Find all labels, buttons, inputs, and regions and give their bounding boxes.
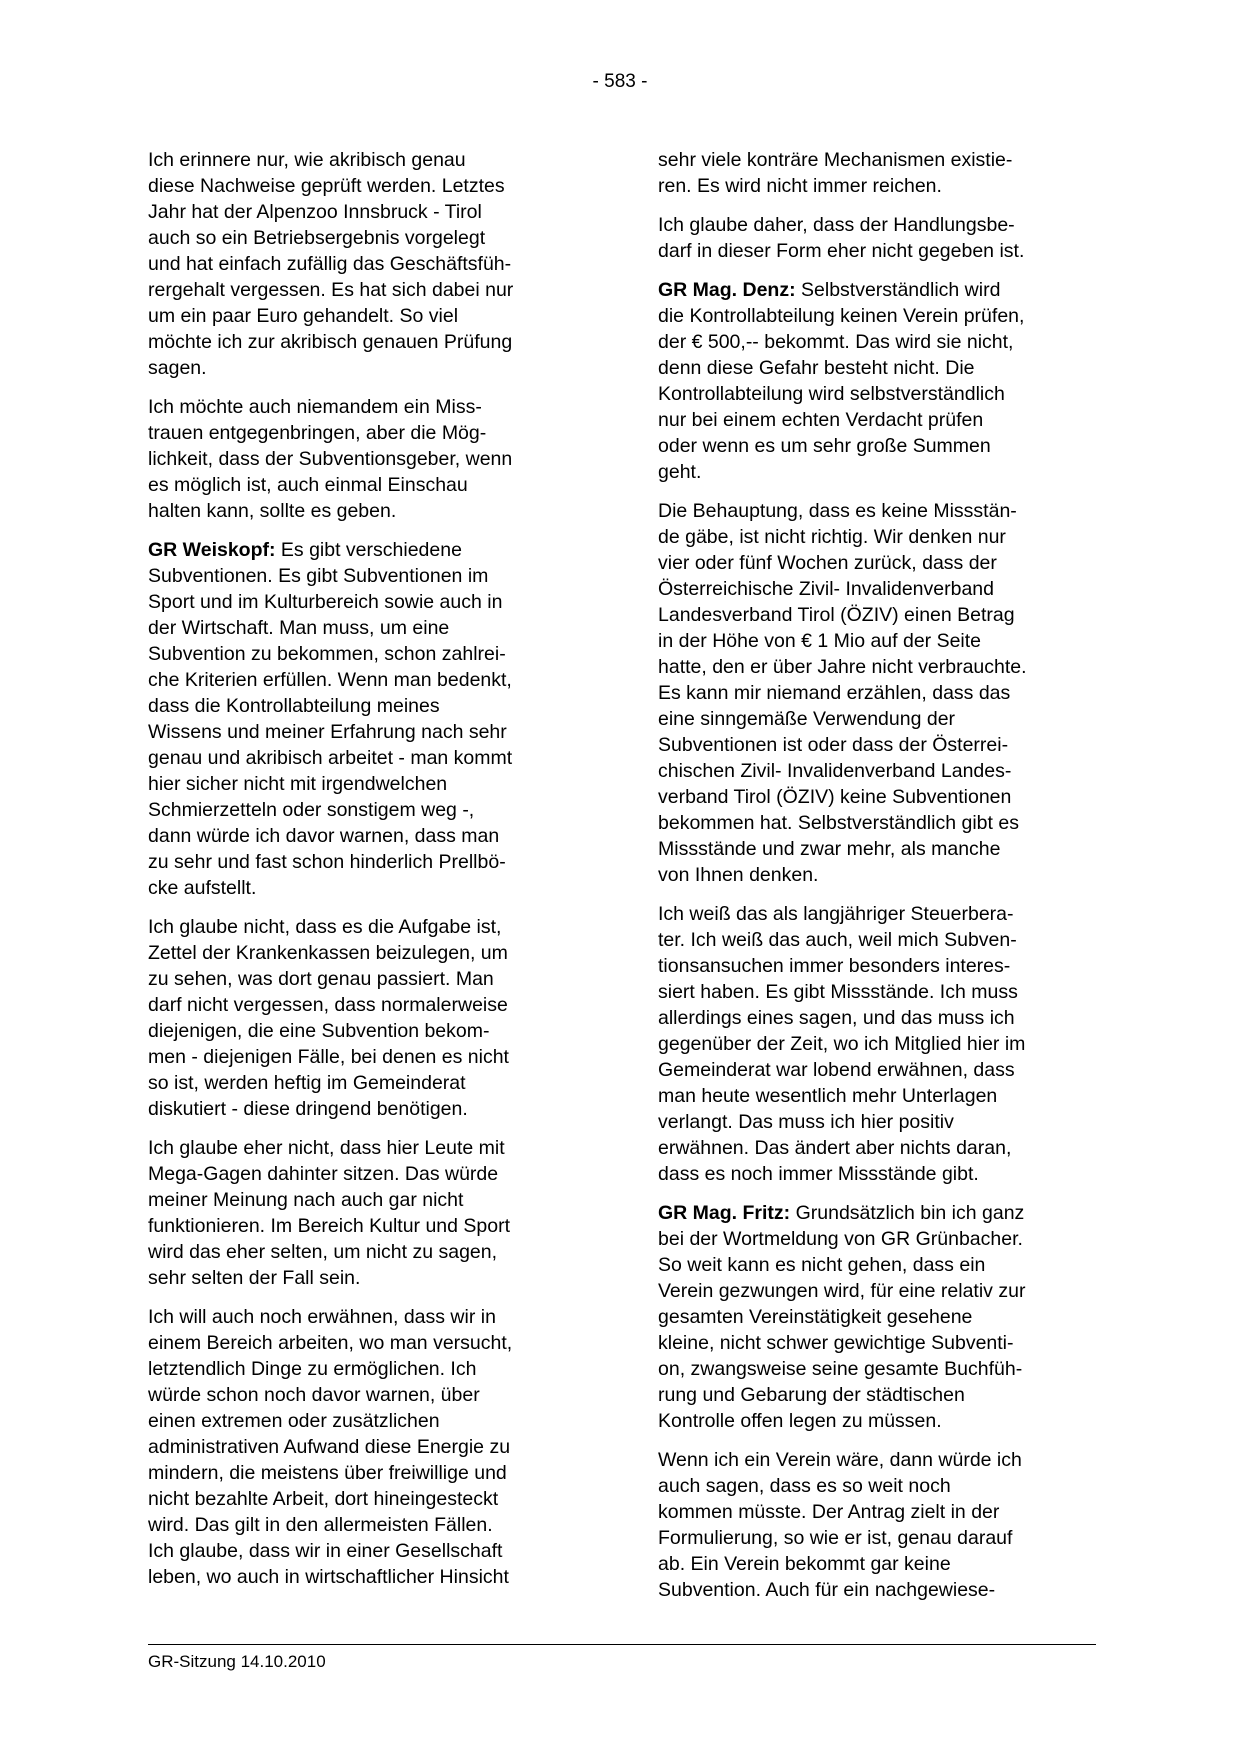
text-line: diejenigen, die eine Subvention bekom- [148,1020,490,1042]
paragraph [148,147,583,381]
paragraph [658,212,1093,264]
paragraph [658,1200,1093,1434]
text-line: dass es noch immer Missstände gibt. [658,1163,979,1185]
text-line: darf in dieser Form eher nicht gegeben ist. [658,240,1025,262]
text-line: trauen entgegenbringen, aber die Mög- [148,422,487,444]
text-line: So weit kann es nicht gehen, dass ein [658,1254,986,1276]
text-line: auch sagen, dass es so weit noch [658,1475,951,1497]
text-line: funktionieren. Im Bereich Kultur und Sport [148,1215,511,1237]
text-line: che Kriterien erfüllen. Wenn man bedenkt, [148,669,512,691]
text-line: on, zwangsweise seine gesamte Buchfüh- [658,1358,1023,1380]
text-line: wird das eher selten, um nicht zu sagen, [148,1241,498,1263]
text-line: lichkeit, dass der Subventionsgeber, wenn [148,448,513,470]
paragraph [148,1304,583,1590]
text-line: eine sinngemäße Verwendung der [658,708,956,730]
text-line: Schmierzetteln oder sonstigem weg -, [148,799,475,821]
text-line: Missstände und zwar mehr, als manche [658,838,1001,860]
paragraph [148,914,583,1122]
text-line: auch so ein Betriebsergebnis vorgelegt [148,227,486,249]
text-line: gegenüber der Zeit, wo ich Mitglied hier im [658,1033,1026,1055]
text-line: Kontrollabteilung wird selbstverständlich [658,383,1005,405]
text-line: bekommen hat. Selbstverständlich gibt es [658,812,1019,834]
text-line: hier sicher nicht mit irgendwelchen [148,773,448,795]
text-line: siert haben. Es gibt Missstände. Ich muss [658,981,1018,1003]
text-line: Ich möchte auch niemandem ein Miss- [148,396,482,418]
text-line: es möglich ist, auch einmal Einschau [148,474,468,496]
speaker-name: GR Mag. Denz: [658,279,796,301]
speaker-line [658,1200,1093,1226]
text-line: Ich will auch noch erwähnen, dass wir in [148,1306,496,1328]
text-line: vier oder fünf Wochen zurück, dass der [658,552,997,574]
text-line: und hat einfach zufällig das Geschäftsfüh- [148,253,512,275]
text-line: Ich glaube daher, dass der Handlungsbe- [658,214,1015,236]
text-line: einem Bereich arbeiten, wo man versucht, [148,1332,513,1354]
text-line: ab. Ein Verein bekommt gar keine [658,1553,951,1575]
text-line: Kontrolle offen legen zu müssen. [658,1410,942,1432]
text-line: um ein paar Euro gehandelt. So viel [148,305,459,327]
paragraph [658,147,1093,199]
paragraph [658,901,1093,1187]
speaker-line [148,537,583,563]
text-line: denn diese Gefahr besteht nicht. Die [658,357,975,379]
text-line: Ich weiß das als langjähriger Steuerbera- [658,903,1014,925]
text-line: rergehalt vergessen. Es hat sich dabei nur [148,279,514,301]
text-line: kleine, nicht schwer gewichtige Subventi- [658,1332,1014,1354]
text-line: Verein gezwungen wird, für eine relativ zur [658,1280,1026,1302]
text-line: ren. Es wird nicht immer reichen. [658,175,942,197]
speaker-line [658,277,1093,303]
text-line: Subvention zu bekommen, schon zahlrei- [148,643,506,665]
text-line: ter. Ich weiß das auch, weil mich Subven- [658,929,1017,951]
text-line: tionsansuchen immer besonders interes- [658,955,1011,977]
text-line: Österreichische Zivil- Invalidenverband [658,578,994,600]
text-line: letztendlich Dinge zu ermöglichen. Ich [148,1358,477,1380]
text-line: bei der Wortmeldung von GR Grünbacher. [658,1228,1023,1250]
text-line: diese Nachweise geprüft werden. Letztes [148,175,505,197]
text-line: de gäbe, ist nicht richtig. Wir denken nur [658,526,1006,548]
text-line: Formulierung, so wie er ist, genau darauf [658,1527,1013,1549]
text-line: sagen. [148,357,207,379]
text-line: kommen müsste. Der Antrag zielt in der [658,1501,1000,1523]
text-line: Wenn ich ein Verein wäre, dann würde ich [658,1449,1022,1471]
text-line: der Wirtschaft. Man muss, um eine [148,617,450,639]
text-line: zu sehr und fast schon hinderlich Prellbö- [148,851,506,873]
text-line: Grundsätzlich bin ich ganz [790,1202,1025,1224]
paragraph [658,277,1093,485]
text-line: halten kann, sollte es geben. [148,500,397,522]
text-line: Die Behauptung, dass es keine Missstän- [658,500,1017,522]
text-line: leben, wo auch in wirtschaftlicher Hinsicht [148,1566,509,1588]
text-line: Zettel der Krankenkassen beizulegen, um [148,942,508,964]
text-line: würde schon noch davor warnen, über [148,1384,480,1406]
text-line: Selbstverständlich wird [795,279,1001,301]
text-line: Landesverband Tirol (ÖZIV) einen Betrag [658,604,1015,626]
page-number: - 583 - [592,71,648,92]
text-line: Es kann mir niemand erzählen, dass das [658,682,1011,704]
text-line: nicht bezahlte Arbeit, dort hineingesteckt [148,1488,499,1510]
text-line: der € 500,-- bekommt. Das wird sie nicht, [658,331,1014,353]
text-line: dass die Kontrollabteilung meines [148,695,440,717]
text-line: in der Höhe von € 1 Mio auf der Seite [658,630,982,652]
text-line: sehr selten der Fall sein. [148,1267,361,1289]
paragraph [148,1135,583,1291]
text-line: allerdings eines sagen, und das muss ich [658,1007,1015,1029]
text-line: oder wenn es um sehr große Summen [658,435,991,457]
text-line: wird. Das gilt in den allermeisten Fällen. [148,1514,493,1536]
text-line: Subventionen. Es gibt Subventionen im [148,565,489,587]
text-line: hatte, den er über Jahre nicht verbrauchte. [658,656,1027,678]
text-line: Ich glaube, dass wir in einer Gesellschaft [148,1540,503,1562]
text-line: meiner Meinung nach auch gar nicht [148,1189,464,1211]
text-line: Sport und im Kulturbereich sowie auch in [148,591,503,613]
footer-session-date: GR-Sitzung 14.10.2010 [148,1652,326,1671]
left-column [148,147,583,1603]
paragraph [148,537,583,901]
text-line: gesamten Vereinstätigkeit gesehene [658,1306,973,1328]
text-line: Wissens und meiner Erfahrung nach sehr [148,721,507,743]
text-line: Gemeinderat war lobend erwähnen, dass [658,1059,1015,1081]
text-line: cke aufstellt. [148,877,257,899]
speaker-name: GR Weiskopf: [148,539,276,561]
text-line: genau und akribisch arbeitet - man kommt [148,747,513,769]
text-line: nur bei einem echten Verdacht prüfen [658,409,984,431]
text-line: geht. [658,461,702,483]
text-line: Ich glaube eher nicht, dass hier Leute mit [148,1137,505,1159]
text-line: diskutiert - diese dringend benötigen. [148,1098,468,1120]
paragraph [658,498,1093,888]
text-line: verband Tirol (ÖZIV) keine Subventionen [658,786,1012,808]
text-line: chischen Zivil- Invalidenverband Landes- [658,760,1012,782]
paragraph [658,1447,1093,1603]
text-line: darf nicht vergessen, dass normalerweise [148,994,508,1016]
speaker-name: GR Mag. Fritz: [658,1202,791,1224]
text-line: sehr viele konträre Mechanismen existie- [658,149,1013,171]
text-line: Es gibt verschiedene [275,539,462,561]
text-line: Ich erinnere nur, wie akribisch genau [148,149,466,171]
text-line: Mega-Gagen dahinter sitzen. Das würde [148,1163,499,1185]
text-line: möchte ich zur akribisch genauen Prüfung [148,331,513,353]
text-line: rung und Gebarung der städtischen [658,1384,965,1406]
text-line: die Kontrollabteilung keinen Verein prüfen, [658,305,1025,327]
footer-divider [148,1644,1096,1645]
text-line: men - diejenigen Fälle, bei denen es nicht [148,1046,509,1068]
text-line: so ist, werden heftig im Gemeinderat [148,1072,466,1094]
text-line: Subventionen ist oder dass der Österrei- [658,734,1009,756]
text-line: einen extremen oder zusätzlichen [148,1410,440,1432]
text-line: erwähnen. Das ändert aber nichts daran, [658,1137,1012,1159]
right-column [658,147,1093,1616]
text-line: verlangt. Das muss ich hier positiv [658,1111,954,1133]
text-line: zu sehen, was dort genau passiert. Man [148,968,494,990]
text-line: Subvention. Auch für ein nachgewiese- [658,1579,996,1601]
text-line: von Ihnen denken. [658,864,819,886]
text-line: Jahr hat der Alpenzoo Innsbruck - Tirol [148,201,482,223]
text-line: Ich glaube nicht, dass es die Aufgabe ist, [148,916,502,938]
text-line: dann würde ich davor warnen, dass man [148,825,500,847]
text-line: mindern, die meistens über freiwillige und [148,1462,507,1484]
text-line: man heute wesentlich mehr Unterlagen [658,1085,998,1107]
paragraph [148,394,583,524]
text-line: administrativen Aufwand diese Energie zu [148,1436,511,1458]
